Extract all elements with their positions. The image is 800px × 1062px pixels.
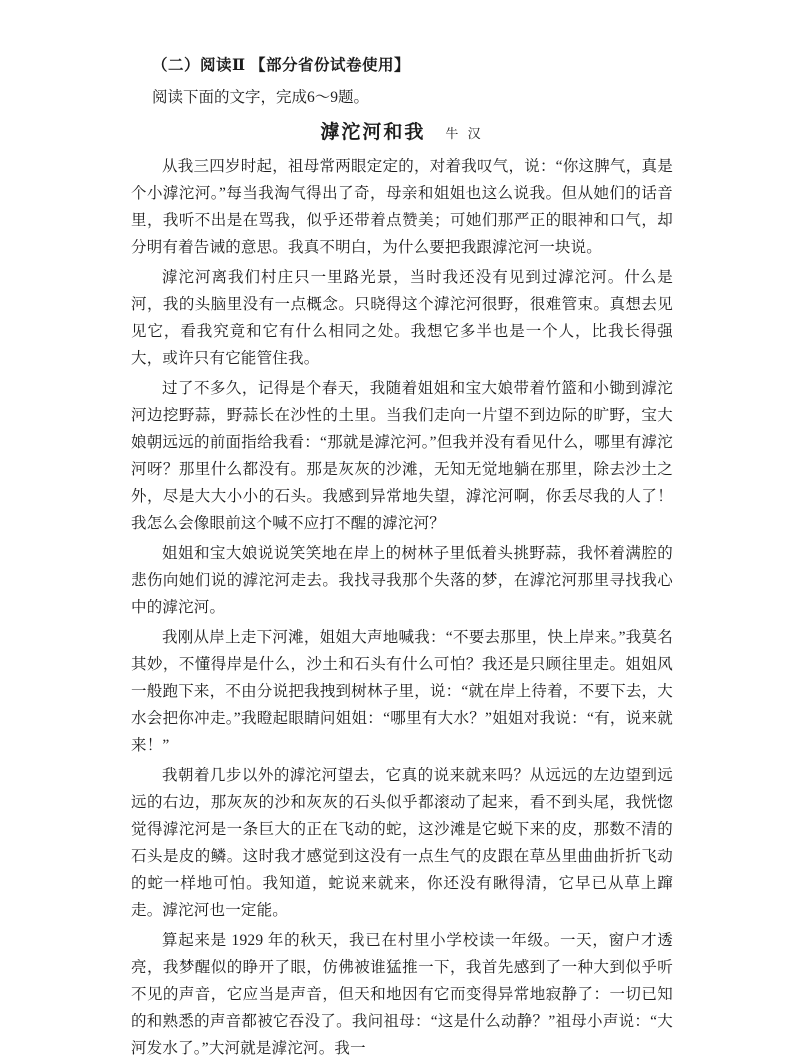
article-paragraph: 过了不多久，记得是个春天，我随着姐姐和宝大娘带着竹篮和小锄到滹沱河边挖野蒜，野蒜长在沙性的土里。当我们走向一片望不到边际的旷野，宝大娘朝远远的前面指给我看：“那就是滹沱河。”但我并没有看见什么，哪里有滹沱河呀？那里什么都没有。那是灰灰的沙滩，无知无觉地躺在那里，除去沙土之外，尽是大大小小的石头。我感到异常地失望，滹沱河啊，你丢尽我的人了！我怎么会像眼前这个喊不应打不醒的滹沱河？ xyxy=(131,380,673,532)
article-paragraph: 姐姐和宝大娘说说笑笑地在岸上的树林子里低着头挑野蒜，我怀着满腔的悲伤向她们说的滹沱河走去。我找寻我那个失落的梦，在滹沱河那里寻找我心中的滹沱河。 xyxy=(131,545,673,616)
article-paragraph: 我刚从岸上走下河滩，姐姐大声地喊我：“不要去那里，快上岸来。”我莫名其妙，不懂得岸是什么，沙土和石头有什么可怕？我还是只顾往里走。姐姐风一般跑下来，不由分说把我拽到树林子里，说：“就在岸上待着，不要下去，大水会把你冲走。”我瞪起眼睛问姐姐：“哪里有大水？”姐姐对我说：“有，说来就来！” xyxy=(131,629,673,754)
article-title-line xyxy=(131,117,673,144)
section-heading: （二）阅读Ⅱ 【部分省份试卷使用】 xyxy=(152,57,410,74)
article-paragraph: 算起来是 1929 年的秋天，我已在村里小学校读一年级。一天，窗户才透亮，我梦醒似的睁开了眼，仿佛被谁猛推一下，我首先感到了一种大到似乎听不见的声音，它应当是声音，但天和地因有它而变得异常地寂静了：一切已知的和熟悉的声音都被它吞没了。我问祖母：“这是什么动静？”祖母小声说：“大河发水了。”大河就是滹沱河。我一 xyxy=(131,932,673,1057)
article-paragraph: 从我三四岁时起，祖母常两眼定定的，对着我叹气，说：“你这脾气，真是个小滹沱河。”每当我淘气得出了奇，母亲和姐姐也这么说我。但从她们的话音里，我听不出是在骂我，似乎还带着点赞美；可她们那严正的眼神和口气，却分明有着告诫的意思。我真不明白，为什么要把我跟滹沱河一块说。 xyxy=(131,158,673,256)
reading-instruction: 阅读下面的文字，完成6～9题。 xyxy=(152,89,370,106)
article-title: 滹沱河和我 xyxy=(320,122,426,143)
article-author: 牛 汉 xyxy=(445,126,484,141)
article-body xyxy=(131,153,673,1062)
page-content xyxy=(131,56,673,1062)
article-paragraph: 我朝着几步以外的滹沱河望去，它真的说来就来吗？从远远的左边望到远远的右边，那灰灰的沙和灰灰的石头似乎都滚动了起来，看不到头尾，我恍惚觉得滹沱河是一条巨大的正在飞动的蛇，这沙滩是它蜕下来的皮，那数不清的石头是皮的鳞。这时我才感觉到这没有一点生气的皮跟在草丛里曲曲折折飞动的蛇一样地可怕。我知道，蛇说来就来，你还没有瞅得清，它早已从草上蹿走。滹沱河也一定能。 xyxy=(131,767,673,919)
article-paragraph: 滹沱河离我们村庄只一里路光景，当时我还没有见到过滹沱河。什么是河，我的头脑里没有一点概念。只晓得这个滹沱河很野，很难管束。真想去见见它，看我究竟和它有什么相同之处。我想它多半也是一个人，比我长得强大，或许只有它能管住我。 xyxy=(131,269,673,367)
